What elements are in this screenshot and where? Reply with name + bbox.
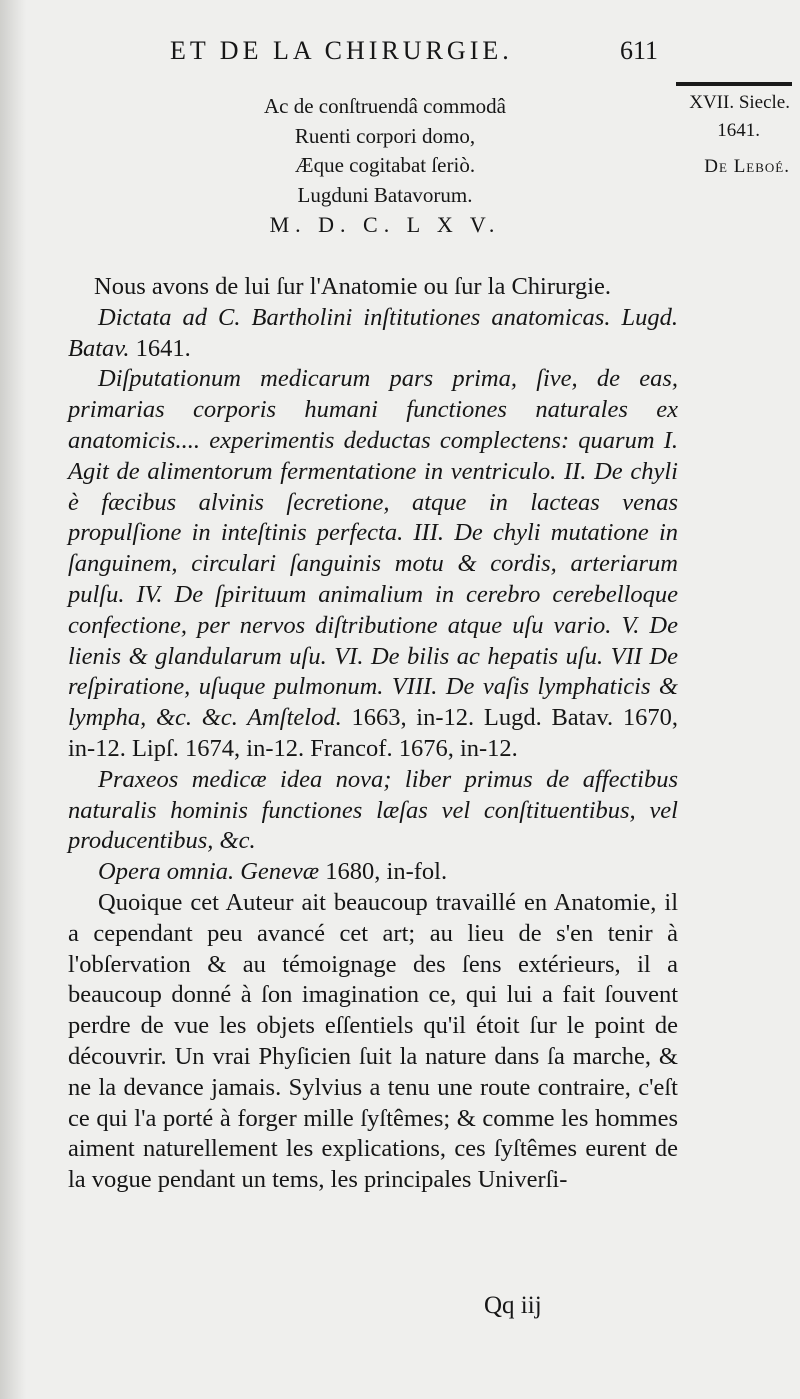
margin-note-year: 1641. <box>717 120 760 141</box>
work-imprint: 1680, in-fol. <box>319 858 448 886</box>
epitaph-line: Ruenti corpori domo, <box>294 123 476 148</box>
work-title: Diſputationum medicarum pars prima, ſive, de eas, primarias corporis humani functiones naturales ex anatomicis.... experimentis deductas complectens: quarum I. Agit de alimentorum fermentatione in ventriculo. II. De chyli è fæcibus alvinis ſecretione, atque in lacteas venas propulſione in inteſtinis perfecta. III. De chyli mutatione in ſanguinem, circulari ſanguinis motu & cordis, arteriarum pulſu. IV. De ſpirituum animalium in cerebro cerebelloque confectione, per nervos diſtributione atque uſu vario. V. De lienis & glandularum uſu. VI. De bilis ac hepatis uſu. VII De reſpiratione, uſuque pulmonum. VIII. De vaſis lymphaticis & lympha, &c. &c. Amſtelod. <box>68 365 678 732</box>
bibliography-entry <box>68 303 678 365</box>
epitaph-line: Ac de conſtruendâ commodâ <box>264 94 506 118</box>
epitaph-line: Æque cogitabat ſeriò. <box>294 153 476 177</box>
margin-note-author: De Leboé. <box>704 156 790 177</box>
commentary-paragraph: Quoique cet Auteur ait beaucoup travaillé en Anatomie, il a cependant peu avancé cet art; au lieu de s'en tenir à l'obſervation & au témoignage des ſens extérieurs, il a beaucoup donné à ſon imagination ce, qui lui a fait ſouvent perdre de vue les objets eſſentiels qu'il étoit ſur le point de découvrir. Un vrai Phyſicien ſuit la nature dans ſa marche, & ne la devance jamais. Sylvius a tenu une route contraire, c'eſt ce qui l'a porté à forger mille ſyſtêmes; & comme les hommes aiment naturellement les explications, ces ſyſtêmes eurent de la vogue pendant un tems, les principales Univerſi- <box>68 888 678 1194</box>
signature-mark: Qq iij <box>484 1292 542 1319</box>
page-edge-shadow <box>0 0 26 1399</box>
work-title: Dictata ad C. Bartholini inſtitutiones anatomicas. Lugd. Batav. <box>68 303 678 362</box>
main-text <box>68 272 678 1196</box>
bibliography-entry <box>68 857 678 888</box>
bibliography-entry <box>68 765 678 857</box>
work-imprint: 1663, in-12. Lugd. Batav. 1670, in-12. Lipſ. 1674, in-12. Francof. 1676, in-12. <box>68 704 678 762</box>
work-title: Opera omnia. Genevæ <box>98 858 320 886</box>
intro-paragraph: Nous avons de lui ſur l'Anatomie ou ſur la Chirurgie. <box>94 273 612 300</box>
page-number: 611 <box>620 36 659 65</box>
margin-note-century: XVII. Siecle. <box>689 92 790 113</box>
epitaph-line: Lugduni Batavorum. <box>297 182 473 207</box>
bibliography-entry <box>68 364 678 764</box>
work-title: Praxeos medicæ idea nova; liber primus de affectibus naturalis hominis functiones læſas vel conſtituentibus, vel producentibus, &c. <box>68 765 678 855</box>
margin-rule <box>676 82 792 86</box>
epitaph <box>190 92 580 240</box>
running-title: ET DE LA CHIRURGIE. <box>170 36 513 65</box>
work-imprint: 1641. <box>129 334 191 362</box>
epitaph-date: M. D. C. L X V. <box>269 212 501 237</box>
